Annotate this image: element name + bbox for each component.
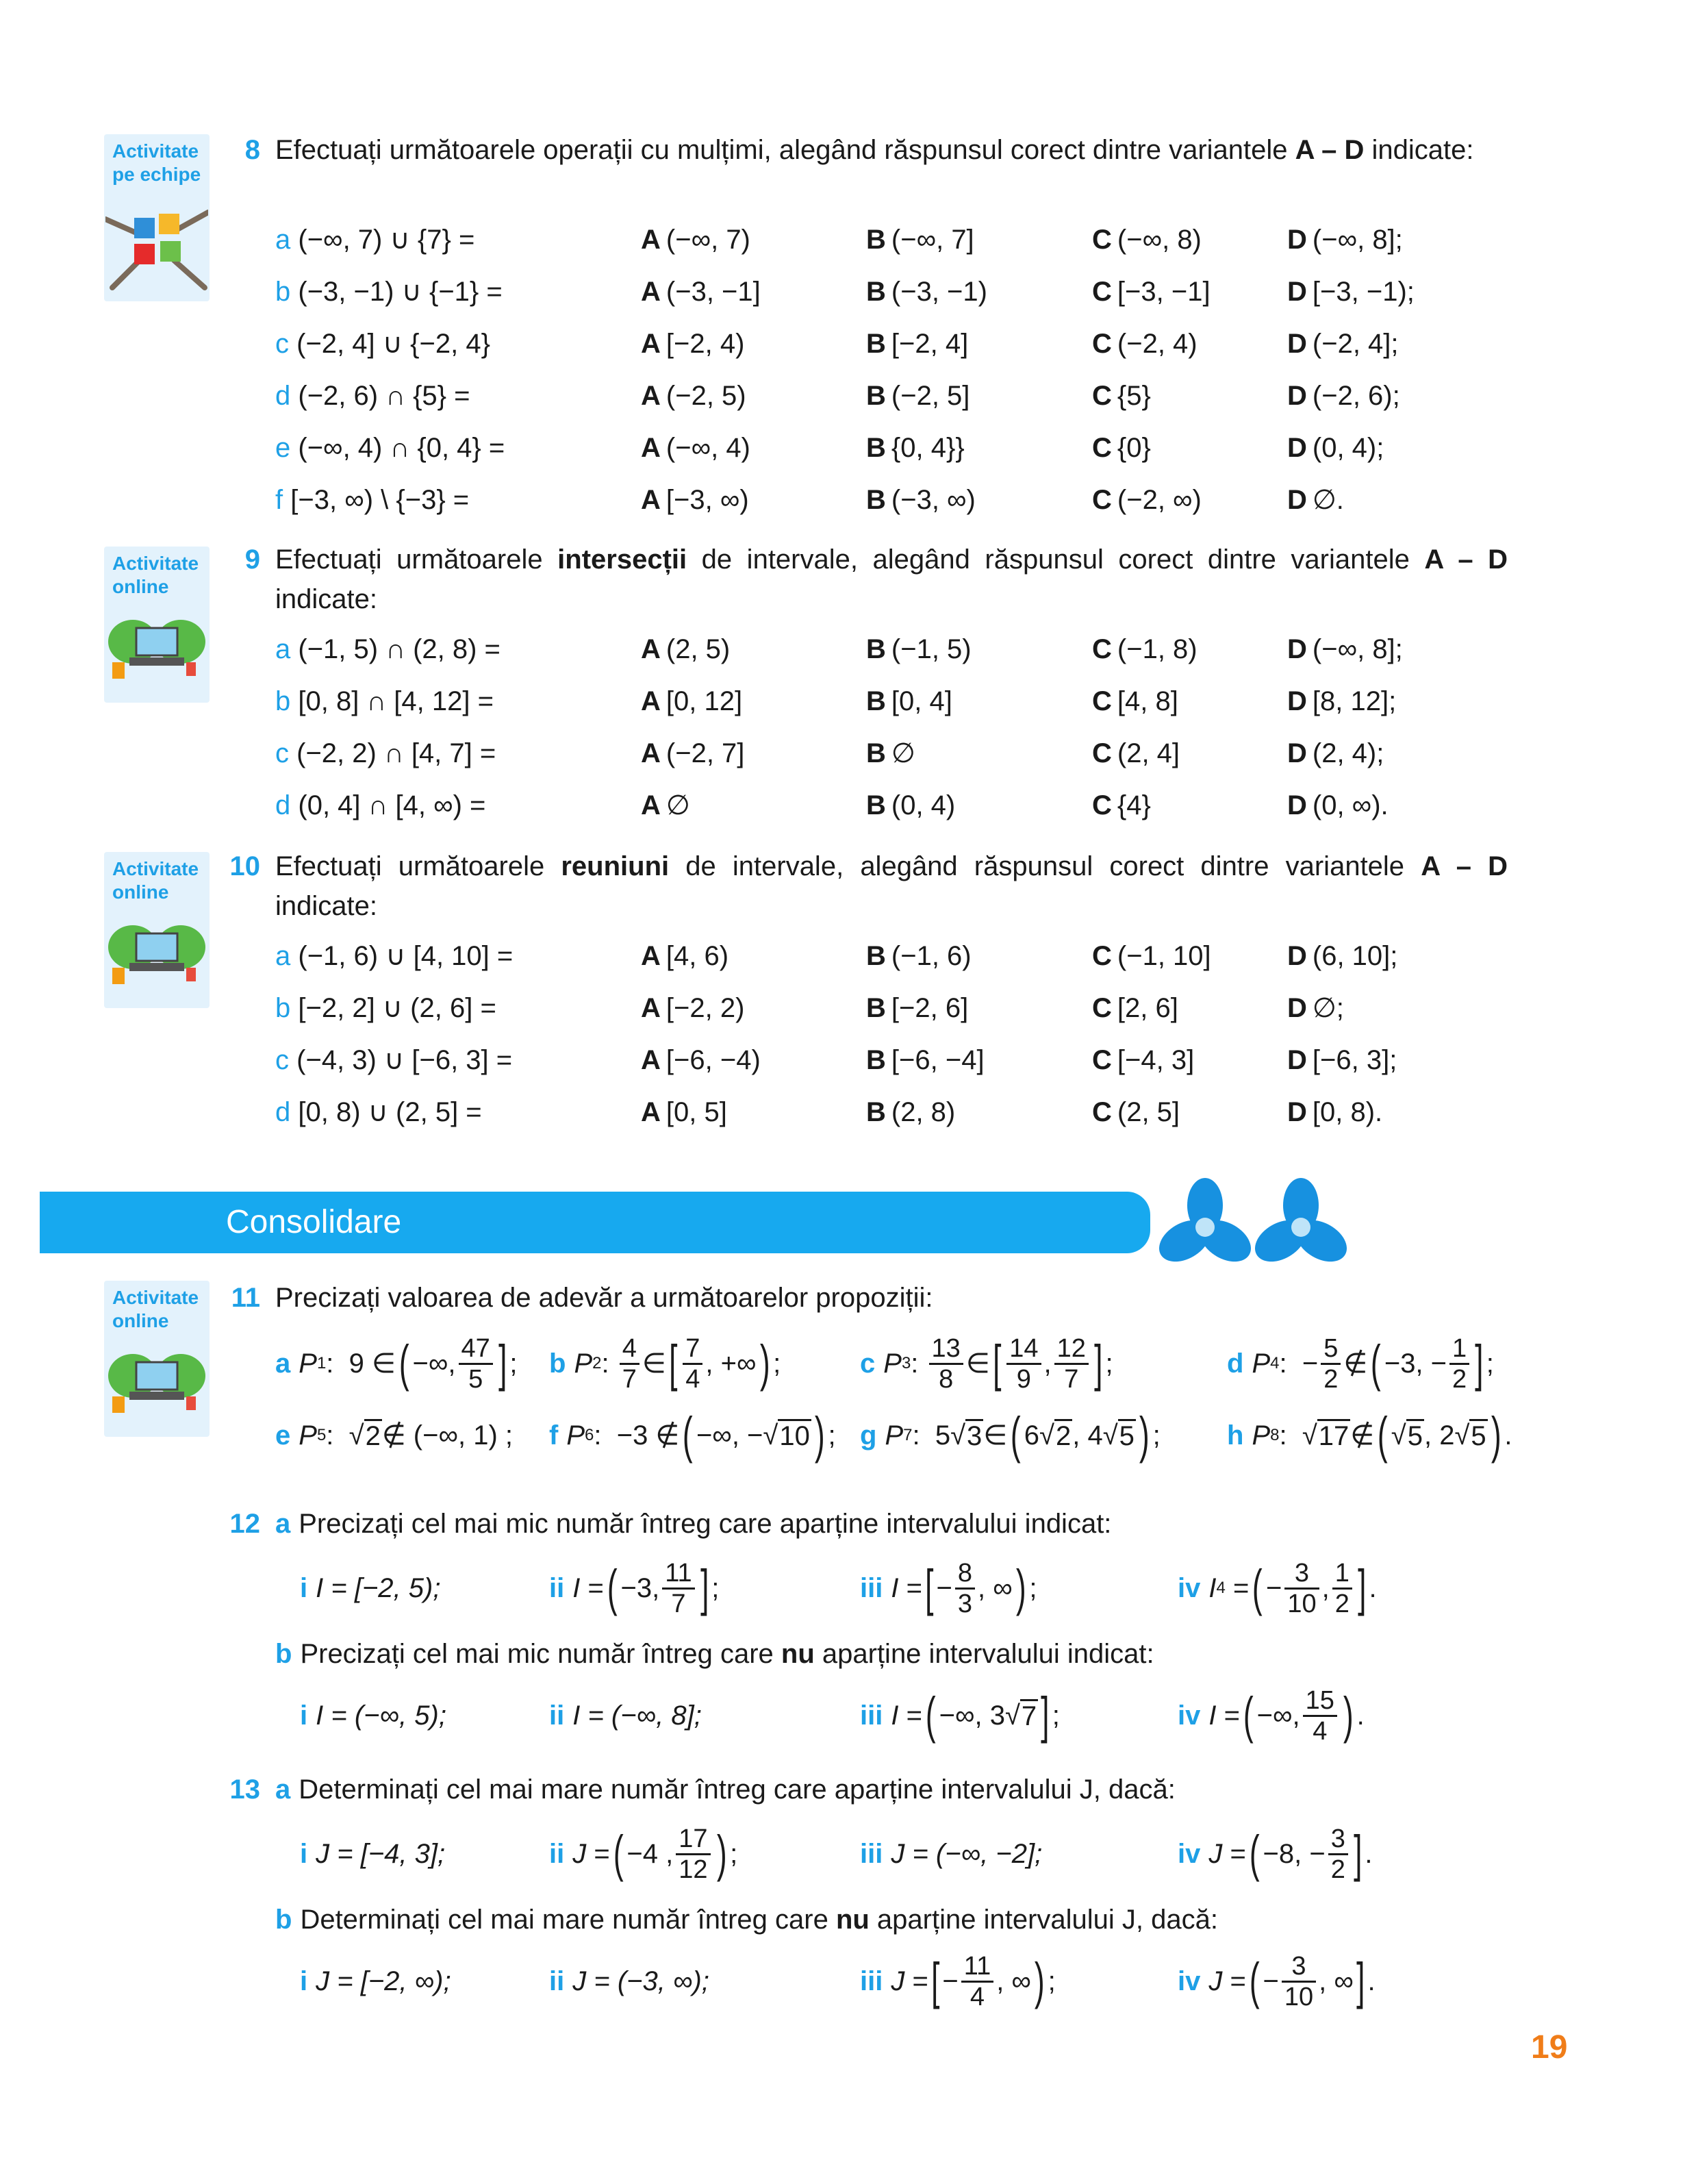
option-value: [0, 8). bbox=[1312, 1097, 1383, 1127]
proposition-a: a P 1 : 9 ∈ ( −∞, $\frac{47}{5}$ ] ; bbox=[275, 1333, 518, 1394]
option-a bbox=[641, 479, 749, 520]
interval-a-iii: iii J = (−∞, −2]; bbox=[860, 1838, 1043, 1869]
option-letter: C bbox=[1092, 634, 1112, 664]
option-letter: D bbox=[1287, 485, 1307, 515]
option-value: (−∞, 8]; bbox=[1312, 634, 1403, 664]
fraction: $\frac{47}{5}$ bbox=[459, 1334, 493, 1394]
option-letter: B bbox=[866, 1097, 886, 1127]
option-value: (−∞, 8) bbox=[1117, 225, 1202, 255]
option-letter: B bbox=[866, 941, 886, 971]
option-letter: A bbox=[641, 277, 661, 307]
item-letter: a bbox=[275, 634, 291, 664]
option-b bbox=[866, 733, 915, 774]
answer-row bbox=[275, 271, 1508, 312]
option-value: [−2, 2) bbox=[666, 993, 745, 1023]
option-letter: B bbox=[866, 738, 886, 768]
option-value: [0, 4] bbox=[891, 686, 952, 716]
option-letter: A bbox=[641, 738, 661, 768]
option-d bbox=[1287, 681, 1396, 722]
exercise-number: 8 bbox=[244, 135, 260, 165]
option-value: ∅ bbox=[666, 790, 690, 820]
option-b bbox=[866, 681, 952, 722]
option-value: [0, 12] bbox=[666, 686, 743, 716]
answer-row bbox=[275, 219, 1508, 260]
exercise-statement: Efectuați următoarele operații cu mulțimi, alegând răspunsul corect dintre variantele A – D indicate: bbox=[275, 135, 1474, 165]
propositions-row-2 bbox=[275, 1407, 1512, 1464]
option-value: (2, 4); bbox=[1312, 738, 1384, 768]
intervals-a bbox=[300, 1551, 1532, 1626]
option-letter: C bbox=[1092, 993, 1112, 1023]
puzzle-hands-icon bbox=[105, 192, 208, 294]
exercise-number: 11 bbox=[231, 1283, 260, 1313]
item-letter: f bbox=[275, 485, 283, 515]
option-value: (−∞, 7) ∪ {7} = bbox=[298, 225, 475, 255]
item-letter: b bbox=[275, 686, 291, 716]
option-value: (−1, 8) bbox=[1117, 634, 1198, 664]
option-letter: A bbox=[641, 993, 661, 1023]
option-value: {4} bbox=[1117, 790, 1151, 820]
option-value: (−∞, 4) ∩ {0, 4} = bbox=[298, 433, 505, 463]
option-c bbox=[1092, 323, 1198, 364]
option-letter: B bbox=[866, 686, 886, 716]
answer-row bbox=[275, 988, 1508, 1029]
option-a bbox=[641, 219, 750, 260]
interval-a-ii: ii J = ( −4 , $\frac{17}{12}$ ) ; bbox=[549, 1824, 738, 1884]
interval-b-iii: iii I = ( −∞, 3√ 7 ] ; bbox=[860, 1687, 1060, 1744]
item-letter: d bbox=[275, 790, 291, 820]
option-value: (−2, 6) ∩ {5} = bbox=[298, 381, 470, 411]
option-letter: A bbox=[641, 790, 661, 820]
question-expression bbox=[275, 988, 496, 1029]
option-letter: D bbox=[1287, 993, 1307, 1023]
badge-team-activity bbox=[104, 134, 210, 301]
option-value: {0, 4}} bbox=[891, 433, 965, 463]
option-b bbox=[866, 629, 972, 670]
option-c bbox=[1092, 427, 1151, 468]
trefoil-decoration-icon bbox=[1157, 1178, 1363, 1274]
question-expression bbox=[275, 733, 496, 774]
answer-row bbox=[275, 1040, 1508, 1081]
option-value: (−2, 6); bbox=[1312, 381, 1400, 411]
option-c bbox=[1092, 733, 1180, 774]
interval-a-i: i I = [−2, 5); bbox=[300, 1572, 441, 1603]
option-b bbox=[866, 479, 976, 520]
option-letter: C bbox=[1092, 790, 1112, 820]
option-value: (−2, 5) bbox=[666, 381, 746, 411]
item-letter: d bbox=[275, 381, 291, 411]
option-letter: D bbox=[1287, 738, 1307, 768]
option-value: (−3, −1) ∪ {−1} = bbox=[298, 277, 503, 307]
option-d bbox=[1287, 785, 1389, 826]
option-a bbox=[641, 375, 746, 416]
option-value: (0, 4); bbox=[1312, 433, 1384, 463]
option-d bbox=[1287, 323, 1399, 364]
option-letter: A bbox=[641, 329, 661, 359]
option-value: ∅. bbox=[1312, 485, 1344, 515]
option-value: (−1, 5) ∩ (2, 8) = bbox=[298, 634, 500, 664]
option-letter: D bbox=[1287, 941, 1307, 971]
option-value: [−2, 6] bbox=[891, 993, 969, 1023]
item-letter: a bbox=[275, 225, 291, 255]
item-letter: b bbox=[275, 993, 291, 1023]
option-a bbox=[641, 785, 690, 826]
answer-row bbox=[275, 681, 1508, 722]
option-letter: D bbox=[1287, 329, 1307, 359]
option-letter: D bbox=[1287, 1045, 1307, 1075]
badge-label: Activitate pe echipe bbox=[112, 140, 201, 185]
option-letter: A bbox=[641, 433, 661, 463]
option-b bbox=[866, 427, 965, 468]
intervals-b bbox=[300, 1678, 1532, 1753]
option-value: (−3, ∞) bbox=[891, 485, 976, 515]
option-b bbox=[866, 219, 974, 260]
interval-b-i: i I = (−∞, 5); bbox=[300, 1700, 446, 1731]
option-value: [−3, −1] bbox=[1117, 277, 1211, 307]
interval-b-ii: ii J = (−3, ∞); bbox=[549, 1966, 709, 1996]
option-letter: B bbox=[866, 634, 886, 664]
exercise-number: 9 bbox=[244, 544, 260, 575]
interval-a-iv: iv J = ( −8, − $\frac{3}{2}$ ] . bbox=[1178, 1824, 1373, 1884]
question-expression bbox=[275, 427, 505, 468]
option-c bbox=[1092, 629, 1198, 670]
option-letter: B bbox=[866, 790, 886, 820]
option-d bbox=[1287, 629, 1403, 670]
option-letter: C bbox=[1092, 381, 1112, 411]
question-expression bbox=[275, 936, 513, 977]
option-a bbox=[641, 681, 742, 722]
option-value: (−1, 6) ∪ [4, 10] = bbox=[298, 941, 514, 971]
option-letter: C bbox=[1092, 738, 1112, 768]
option-value: (−∞, 4) bbox=[666, 433, 750, 463]
option-value: (2, 4] bbox=[1117, 738, 1180, 768]
proposition-f: f P 6 : −3 ∉ ( −∞, −√ 10 ) ; bbox=[549, 1407, 836, 1464]
option-d bbox=[1287, 375, 1400, 416]
option-c bbox=[1092, 1040, 1194, 1081]
intervals-b bbox=[300, 1944, 1532, 2019]
option-d bbox=[1287, 271, 1415, 312]
question-expression bbox=[275, 1092, 482, 1133]
option-letter: C bbox=[1092, 1045, 1112, 1075]
option-value: (−2, 5] bbox=[891, 381, 970, 411]
option-letter: B bbox=[866, 433, 886, 463]
option-letter: D bbox=[1287, 433, 1307, 463]
option-letter: B bbox=[866, 1045, 886, 1075]
option-value: (−1, 6) bbox=[891, 941, 972, 971]
exercise-statement: Precizați valoarea de adevăr a următoarelor propoziții: bbox=[275, 1283, 933, 1313]
option-letter: D bbox=[1287, 790, 1307, 820]
option-c bbox=[1092, 375, 1151, 416]
option-letter: A bbox=[641, 485, 661, 515]
item-letter: c bbox=[275, 1045, 289, 1075]
option-c bbox=[1092, 479, 1202, 520]
question-expression bbox=[275, 629, 500, 670]
option-c bbox=[1092, 936, 1211, 977]
question-expression bbox=[275, 681, 494, 722]
exercise-statement-a: a Determinați cel mai mare număr întreg care aparține intervalului J, dacă: bbox=[275, 1774, 1176, 1805]
badge-online-activity-10 bbox=[104, 852, 210, 1008]
option-value: [−3, ∞) bbox=[666, 485, 749, 515]
option-letter: C bbox=[1092, 686, 1112, 716]
option-letter: A bbox=[641, 1097, 661, 1127]
question-expression bbox=[275, 375, 470, 416]
option-letter: C bbox=[1092, 225, 1112, 255]
option-letter: A bbox=[641, 1045, 661, 1075]
option-value: (−1, 10] bbox=[1117, 941, 1211, 971]
option-value: [−3, ∞) \ {−3} = bbox=[290, 485, 470, 515]
item-letter: d bbox=[275, 1097, 291, 1127]
option-c bbox=[1092, 219, 1202, 260]
option-letter: D bbox=[1287, 686, 1307, 716]
question-expression bbox=[275, 479, 469, 520]
option-value: (−2, 4]; bbox=[1312, 329, 1399, 359]
option-d bbox=[1287, 479, 1344, 520]
item-letter: a bbox=[275, 941, 291, 971]
option-d bbox=[1287, 988, 1344, 1029]
option-value: (2, 5) bbox=[666, 634, 731, 664]
option-a bbox=[641, 1040, 761, 1081]
interval-b-iv: iv I = ( −∞, $\frac{15}{4}$ ) . bbox=[1178, 1685, 1365, 1746]
answer-row bbox=[275, 375, 1508, 416]
interval-a-ii: ii I = ( −3, $\frac{11}{7}$ ] ; bbox=[549, 1558, 720, 1618]
option-letter: D bbox=[1287, 225, 1307, 255]
option-value: [−4, 3] bbox=[1117, 1045, 1195, 1075]
option-letter: A bbox=[641, 381, 661, 411]
proposition-b: b P 2 : $\frac{4}{7}$ ∈ [ $\frac{7}{4}$ , +∞ ) ; bbox=[549, 1333, 781, 1394]
badge-online-activity-11 bbox=[104, 1281, 210, 1437]
option-letter: B bbox=[866, 993, 886, 1023]
exercise-statement-a: a Precizați cel mai mic număr întreg care aparține intervalului indicat: bbox=[275, 1509, 1112, 1539]
propositions-row-1 bbox=[275, 1326, 1508, 1401]
intervals-a bbox=[300, 1816, 1532, 1892]
option-letter: C bbox=[1092, 941, 1112, 971]
exercise-number: 12 bbox=[229, 1509, 260, 1539]
option-c bbox=[1092, 988, 1178, 1029]
answer-row bbox=[275, 427, 1508, 468]
option-letter: A bbox=[641, 686, 661, 716]
option-a bbox=[641, 1092, 727, 1133]
option-a bbox=[641, 323, 744, 364]
option-c bbox=[1092, 271, 1211, 312]
option-b bbox=[866, 375, 970, 416]
option-value: (−2, 7] bbox=[666, 738, 745, 768]
exercise-statement: Efectuați următoarele reuniuni de intervale, alegând răspunsul corect dintre variantele A – D indicate: bbox=[275, 851, 1508, 921]
option-value: [4, 8] bbox=[1117, 686, 1178, 716]
option-letter: D bbox=[1287, 1097, 1307, 1127]
option-value: [4, 6) bbox=[666, 941, 729, 971]
interval-a-iii: iii I = [ − $\frac{8}{3}$ , ∞ ) ; bbox=[860, 1558, 1037, 1618]
option-value: (−2, 2) ∩ [4, 7] = bbox=[296, 738, 496, 768]
online-laptop-icon bbox=[105, 604, 208, 693]
interval-b-iv: iv J = ( − $\frac{3}{10}$ , ∞ ] . bbox=[1178, 1951, 1376, 2011]
option-letter: B bbox=[866, 381, 886, 411]
option-value: [−2, 2] ∪ (2, 6] = bbox=[298, 993, 496, 1023]
option-b bbox=[866, 271, 987, 312]
option-b bbox=[866, 785, 955, 826]
option-value: [−2, 4] bbox=[891, 329, 969, 359]
option-value: [−6, −4] bbox=[891, 1045, 985, 1075]
exercise-9-options bbox=[226, 629, 1513, 834]
option-letter: A bbox=[641, 941, 661, 971]
option-value: (−∞, 7) bbox=[666, 225, 750, 255]
option-letter: D bbox=[1287, 277, 1307, 307]
interval-b-iii: iii J = [ − $\frac{11}{4}$ , ∞ ) ; bbox=[860, 1951, 1056, 2011]
answer-row bbox=[275, 1092, 1508, 1133]
option-a bbox=[641, 629, 730, 670]
option-letter: D bbox=[1287, 634, 1307, 664]
option-c bbox=[1092, 785, 1151, 826]
question-expression bbox=[275, 271, 503, 312]
option-c bbox=[1092, 1092, 1180, 1133]
option-letter: C bbox=[1092, 277, 1112, 307]
option-b bbox=[866, 936, 972, 977]
option-value: (−2, ∞) bbox=[1117, 485, 1202, 515]
question-expression bbox=[275, 785, 485, 826]
option-value: (−∞, 7] bbox=[891, 225, 974, 255]
option-a bbox=[641, 271, 761, 312]
question-expression bbox=[275, 323, 490, 364]
interval-a-i: i J = [−4, 3]; bbox=[300, 1838, 446, 1869]
answer-row bbox=[275, 785, 1508, 826]
exercise-8-options bbox=[226, 219, 1513, 527]
option-letter: A bbox=[641, 634, 661, 664]
exercise-number: 10 bbox=[229, 851, 260, 881]
option-value: [−3, −1); bbox=[1312, 277, 1415, 307]
option-b bbox=[866, 323, 968, 364]
proposition-g: g P 7 : 5√ 3 ∈ ( 6√ 2 , 4√ 5 ) ; bbox=[860, 1407, 1161, 1464]
option-value: [−6, −4) bbox=[666, 1045, 761, 1075]
badge-online-activity-9 bbox=[104, 547, 210, 703]
option-value: (−4, 3) ∪ [−6, 3] = bbox=[296, 1045, 513, 1075]
option-a bbox=[641, 427, 750, 468]
option-d bbox=[1287, 936, 1397, 977]
option-value: (0, ∞). bbox=[1312, 790, 1389, 820]
answer-row bbox=[275, 936, 1508, 977]
option-letter: B bbox=[866, 329, 886, 359]
option-a bbox=[641, 733, 744, 774]
question-expression bbox=[275, 1040, 512, 1081]
item-letter: c bbox=[275, 329, 289, 359]
interval-a-iv: iv I 4 = ( − $\frac{3}{10}$ , $\frac{1}{2}$ ] . bbox=[1178, 1558, 1377, 1618]
option-value: {5} bbox=[1117, 381, 1151, 411]
interval-b-ii: ii I = (−∞, 8]; bbox=[549, 1700, 702, 1731]
online-laptop-icon bbox=[105, 909, 208, 999]
option-value: [−6, 3]; bbox=[1312, 1045, 1397, 1075]
option-value: (2, 8) bbox=[891, 1097, 956, 1127]
option-letter: D bbox=[1287, 381, 1307, 411]
proposition-e: e P 5 : √ 2 ∉ (−∞, 1) ; bbox=[275, 1420, 514, 1451]
proposition-h: h P 8 : √ 17 ∉ ( √ 5 , 2√ 5 ) . bbox=[1227, 1407, 1512, 1464]
option-value: [8, 12]; bbox=[1312, 686, 1397, 716]
answer-row bbox=[275, 323, 1508, 364]
badge-label: Activitate online bbox=[112, 553, 199, 597]
section-banner bbox=[40, 1192, 1150, 1253]
option-value: (0, 4) bbox=[891, 790, 956, 820]
badge-label: Activitate online bbox=[112, 1287, 199, 1331]
option-letter: C bbox=[1092, 433, 1112, 463]
item-letter: c bbox=[275, 738, 289, 768]
option-value: [−2, 4) bbox=[666, 329, 745, 359]
badge-label: Activitate online bbox=[112, 858, 199, 903]
option-value: ∅ bbox=[891, 738, 915, 768]
option-b bbox=[866, 1092, 955, 1133]
exercise-statement: Efectuați următoarele intersecții de intervale, alegând răspunsul corect dintre variantele A – D indicate: bbox=[275, 544, 1508, 614]
item-letter: e bbox=[275, 433, 291, 463]
option-d bbox=[1287, 219, 1403, 260]
option-b bbox=[866, 988, 968, 1029]
option-b bbox=[866, 1040, 985, 1081]
proposition-d: d P 4 : − $\frac{5}{2}$ ∉ ( −3, − $\frac{1}{2}$ ] ; bbox=[1227, 1333, 1494, 1394]
option-value: {0} bbox=[1117, 433, 1151, 463]
option-letter: C bbox=[1092, 329, 1112, 359]
option-value: [0, 8] ∩ [4, 12] = bbox=[298, 686, 494, 716]
option-value: ∅; bbox=[1312, 993, 1344, 1023]
option-value: (−3, −1] bbox=[666, 277, 761, 307]
option-letter: C bbox=[1092, 1097, 1112, 1127]
option-a bbox=[641, 936, 728, 977]
option-value: (6, 10]; bbox=[1312, 941, 1398, 971]
question-expression bbox=[275, 219, 474, 260]
option-letter: B bbox=[866, 277, 886, 307]
option-d bbox=[1287, 427, 1384, 468]
interval-b-i: i J = [−2, ∞); bbox=[300, 1966, 451, 1996]
section-title: Consolidare bbox=[226, 1204, 402, 1240]
option-d bbox=[1287, 1040, 1397, 1081]
item-letter: b bbox=[275, 277, 291, 307]
option-value: [0, 8) ∪ (2, 5] = bbox=[298, 1097, 482, 1127]
exercise-10-options bbox=[226, 936, 1513, 1141]
exercise-statement-b: b Precizați cel mai mic număr întreg care nu aparține intervalului indicat: bbox=[275, 1639, 1154, 1669]
option-value: (−2, 4] ∪ {−2, 4} bbox=[296, 329, 490, 359]
option-letter: A bbox=[641, 225, 661, 255]
option-value: (0, 4] ∩ [4, ∞) = bbox=[298, 790, 486, 820]
option-letter: B bbox=[866, 485, 886, 515]
answer-row bbox=[275, 733, 1508, 774]
option-value: (−∞, 8]; bbox=[1312, 225, 1403, 255]
option-value: [2, 6] bbox=[1117, 993, 1178, 1023]
exercise-statement-b: b Determinați cel mai mare număr întreg care nu aparține intervalului J, dacă: bbox=[275, 1905, 1218, 1935]
answer-row bbox=[275, 479, 1508, 520]
exercise-number: 13 bbox=[229, 1774, 260, 1805]
online-laptop-icon bbox=[105, 1338, 208, 1427]
option-d bbox=[1287, 733, 1384, 774]
proposition-c: c P 3 : $\frac{13}{8}$ ∈ [ $\frac{14}{9}$ , $\frac{12}{7}$ ] ; bbox=[860, 1333, 1113, 1394]
option-value: [0, 5] bbox=[666, 1097, 727, 1127]
option-c bbox=[1092, 681, 1178, 722]
option-value: (2, 5] bbox=[1117, 1097, 1180, 1127]
page-number: 19 bbox=[1531, 2029, 1568, 2066]
option-d bbox=[1287, 1092, 1382, 1133]
option-value: (−3, −1) bbox=[891, 277, 987, 307]
answer-row bbox=[275, 629, 1508, 670]
option-value: (−2, 4) bbox=[1117, 329, 1198, 359]
option-letter: C bbox=[1092, 485, 1112, 515]
option-letter: B bbox=[866, 225, 886, 255]
option-a bbox=[641, 988, 744, 1029]
option-value: (−1, 5) bbox=[891, 634, 972, 664]
